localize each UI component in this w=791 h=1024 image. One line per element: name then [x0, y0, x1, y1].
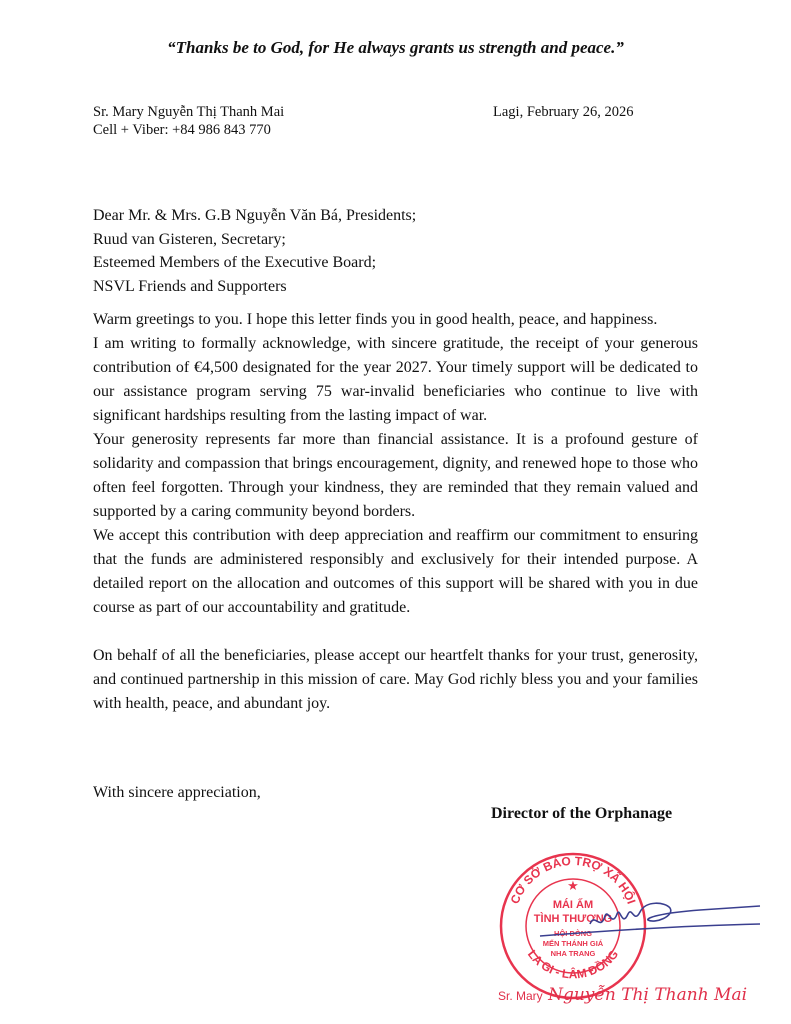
recipient-line: Dear Mr. & Mrs. G.B Nguyễn Văn Bá, Presidents;	[93, 207, 417, 224]
paragraph: I am writing to formally acknowledge, with sincere gratitude, the receipt of your generous contribution of €4,500 designated for the year 2027. Your timely support will be dedicated to our assistance program serving 75 war-invalid beneficiaries who continue to live with significant hardships resulting from the lasting impact of war.	[93, 335, 698, 424]
stamp-inner-2: TÌNH THƯƠNG	[533, 913, 613, 925]
stamp-inner-1: MÁI ẤM	[552, 899, 594, 911]
recipient-line: Esteemed Members of the Executive Board;	[93, 254, 377, 271]
stamp-inner-5: NHA TRANG	[550, 949, 596, 958]
signatory-title: Director of the Orphanage	[491, 805, 673, 822]
recipient-line: NSVL Friends and Supporters	[93, 277, 287, 295]
closing: With sincere appreciation,	[93, 784, 261, 801]
sender-block	[93, 103, 284, 139]
stamp-inner-4: MẾN THÁNH GIÁ	[542, 939, 604, 948]
recipient-line: Ruud van Gisteren, Secretary;	[93, 230, 286, 248]
recipients-block	[93, 204, 416, 298]
star-icon: ★	[567, 878, 579, 893]
paragraph: On behalf of all the beneficiaries, please accept our heartfelt thanks for your trust, generosity, and continued partnership in this mission of care. May God richly bless you and your families with health, peace, and abundant joy.	[93, 647, 698, 712]
stamp-outer-top: CƠ SỞ BẢO TRỢ XÃ HỘI	[507, 853, 639, 906]
stamp-inner-3: HỘI DÒNG	[554, 929, 592, 938]
signature-printed-name: Sr. Mary Nguyễn Thị Thanh Mai	[498, 985, 748, 1005]
sender-name: Sr. Mary Nguyễn Thị Thanh Mai	[93, 104, 285, 120]
sender-contact: Cell + Viber: +84 986 843 770	[93, 122, 271, 138]
paragraph: Warm greetings to you. I hope this letter finds you in good health, peace, and happiness.	[93, 311, 658, 328]
dateline: Lagi, February 26, 2026	[493, 104, 634, 120]
paragraph: We accept this contribution with deep appreciation and reaffirm our commitment to ensuring that the funds are administered responsibly and exclusively for their intended purpose. A detailed report on the allocation and outcomes of this support will be shared with you in due course as part of our accountability and gratitude.	[93, 527, 698, 616]
header-quote: “Thanks be to God, for He always grants us strength and peace.”	[167, 38, 624, 57]
paragraph: Your generosity represents far more than financial assistance. It is a profound gesture of solidarity and compassion that brings encouragement, dignity, and renewed hope to those who often feel forgotten. Through your kindness, they are reminded that they remain valued and supported by a caring community beyond borders.	[93, 431, 698, 520]
letter-body	[93, 308, 698, 716]
stamp-outer-bottom: LA GI - LÂM ĐỒNG	[524, 947, 622, 982]
